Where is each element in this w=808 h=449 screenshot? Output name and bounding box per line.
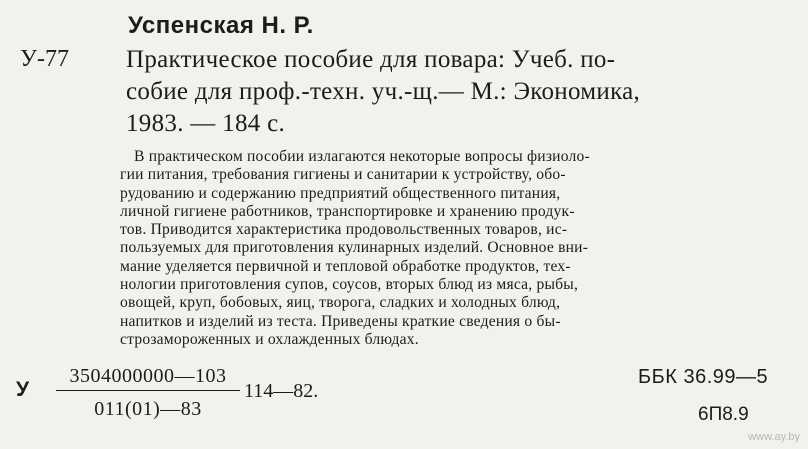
fraction-bar (56, 390, 240, 391)
book-title-description (126, 44, 786, 140)
abstract-line: мание уделяется первичной и тепловой обработке продуктов, тех- (120, 257, 571, 275)
bbk-code: ББК 36.99—5 (638, 366, 769, 388)
abstract-line: напитков и изделий из теста. Приведены краткие сведения о бы- (120, 312, 561, 330)
abstract-line: рудованию и содержанию предприятий общественного питания, (120, 184, 561, 202)
abstract-line: строзамороженных и охлажденных блюдах. (120, 330, 419, 348)
publication-index-fraction (56, 364, 240, 421)
abstract-line: тов. Приводится характеристика продовольственных товаров, ис- (120, 221, 568, 239)
abstract-line: нологии приготовления супов, соусов, вторых блюд из мяса, рыбы, (120, 276, 579, 294)
index-letter: У (16, 378, 30, 401)
abstract-line: В практическом пособии излагаются некоторые вопросы физиоло- (134, 148, 590, 165)
watermark: www.ay.by (748, 431, 800, 443)
index-suffix: 114—82. (244, 380, 319, 402)
price-code: 6П8.9 (698, 404, 749, 425)
author-name: Успенская Н. Р. (128, 12, 314, 39)
udc-code: У-77 (20, 46, 69, 72)
title-line: 1983. — 184 с. (126, 110, 286, 137)
abstract-line: пользуемых для приготовления кулинарных изделий. Основное вни- (120, 239, 589, 257)
abstract-line: овощей, круп, бобовых, яиц, творога, сладких и холодных блюд, (120, 294, 561, 312)
index-numerator: 3504000000—103 (69, 365, 227, 387)
abstract-line: личной гигиене работников, транспортировке и хранению продук- (120, 202, 575, 220)
abstract-line: гии питания, требования гигиены и санитарии к устройству, обо- (120, 166, 566, 184)
title-line: собие для проф.-техн. уч.-щ.— М.: Экономика, (126, 78, 641, 105)
abstract (120, 148, 792, 349)
title-line: Практическое пособие для повара: Учеб. по- (126, 46, 616, 73)
index-denominator: 011(01)—83 (94, 398, 202, 420)
